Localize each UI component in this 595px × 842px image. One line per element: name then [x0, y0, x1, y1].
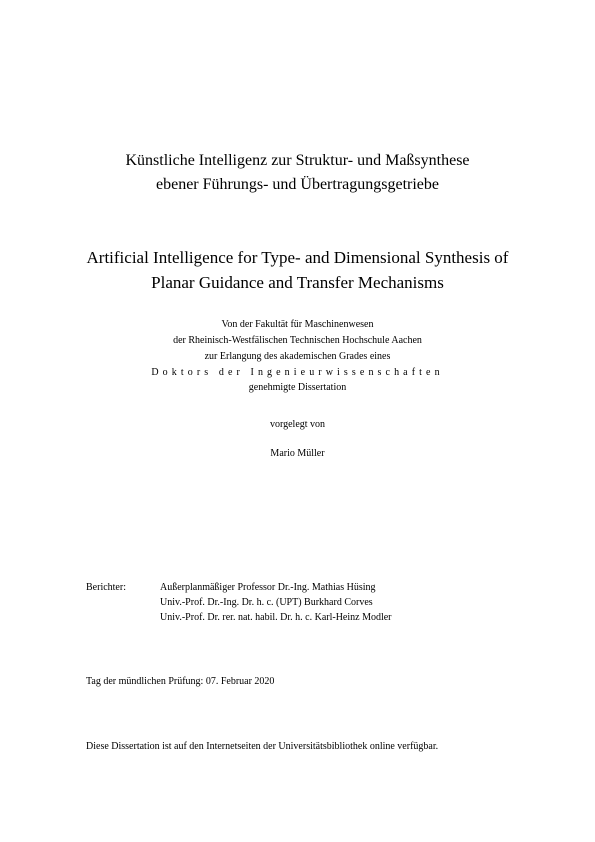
- reviewer-1: Außerplanmäßiger Professor Dr.-Ing. Mathias Hüsing: [160, 582, 376, 593]
- faculty-line-5: genehmigte Dissertation: [248, 382, 347, 393]
- reviewers-label: Berichter:: [86, 582, 126, 593]
- oral-exam-date: Tag der mündlichen Prüfung: 07. Februar 2020: [86, 676, 275, 687]
- title-german-line-2: ebener Führungs- und Übertragungsgetriebe: [155, 176, 440, 193]
- online-availability-note: Diese Dissertation ist auf den Internetseiten der Universitätsbibliothek online verfügbar.: [86, 741, 439, 752]
- author-name: Mario Müller: [270, 448, 325, 459]
- degree-title: Doktors der Ingenieurwissenschaften: [151, 367, 444, 378]
- reviewer-3: Univ.-Prof. Dr. rer. nat. habil. Dr. h. c. Karl-Heinz Modler: [160, 612, 392, 623]
- presented-by: vorgelegt von: [269, 419, 326, 430]
- faculty-line-1: Von der Fakultät für Maschinenwesen: [221, 319, 374, 330]
- title-english-line-1: Artificial Intelligence for Type- and Dimensional Synthesis of: [86, 248, 509, 267]
- faculty-line-3: zur Erlangung des akademischen Grades eines: [204, 351, 391, 362]
- reviewer-2: Univ.-Prof. Dr.-Ing. Dr. h. c. (UPT) Burkhard Corves: [160, 597, 373, 608]
- faculty-line-2: der Rheinisch-Westfälischen Technischen Hochschule Aachen: [173, 335, 422, 346]
- title-german-line-1: Künstliche Intelligenz zur Struktur- und Maßsynthese: [125, 152, 470, 169]
- title-english-line-2: Planar Guidance and Transfer Mechanisms: [151, 273, 444, 292]
